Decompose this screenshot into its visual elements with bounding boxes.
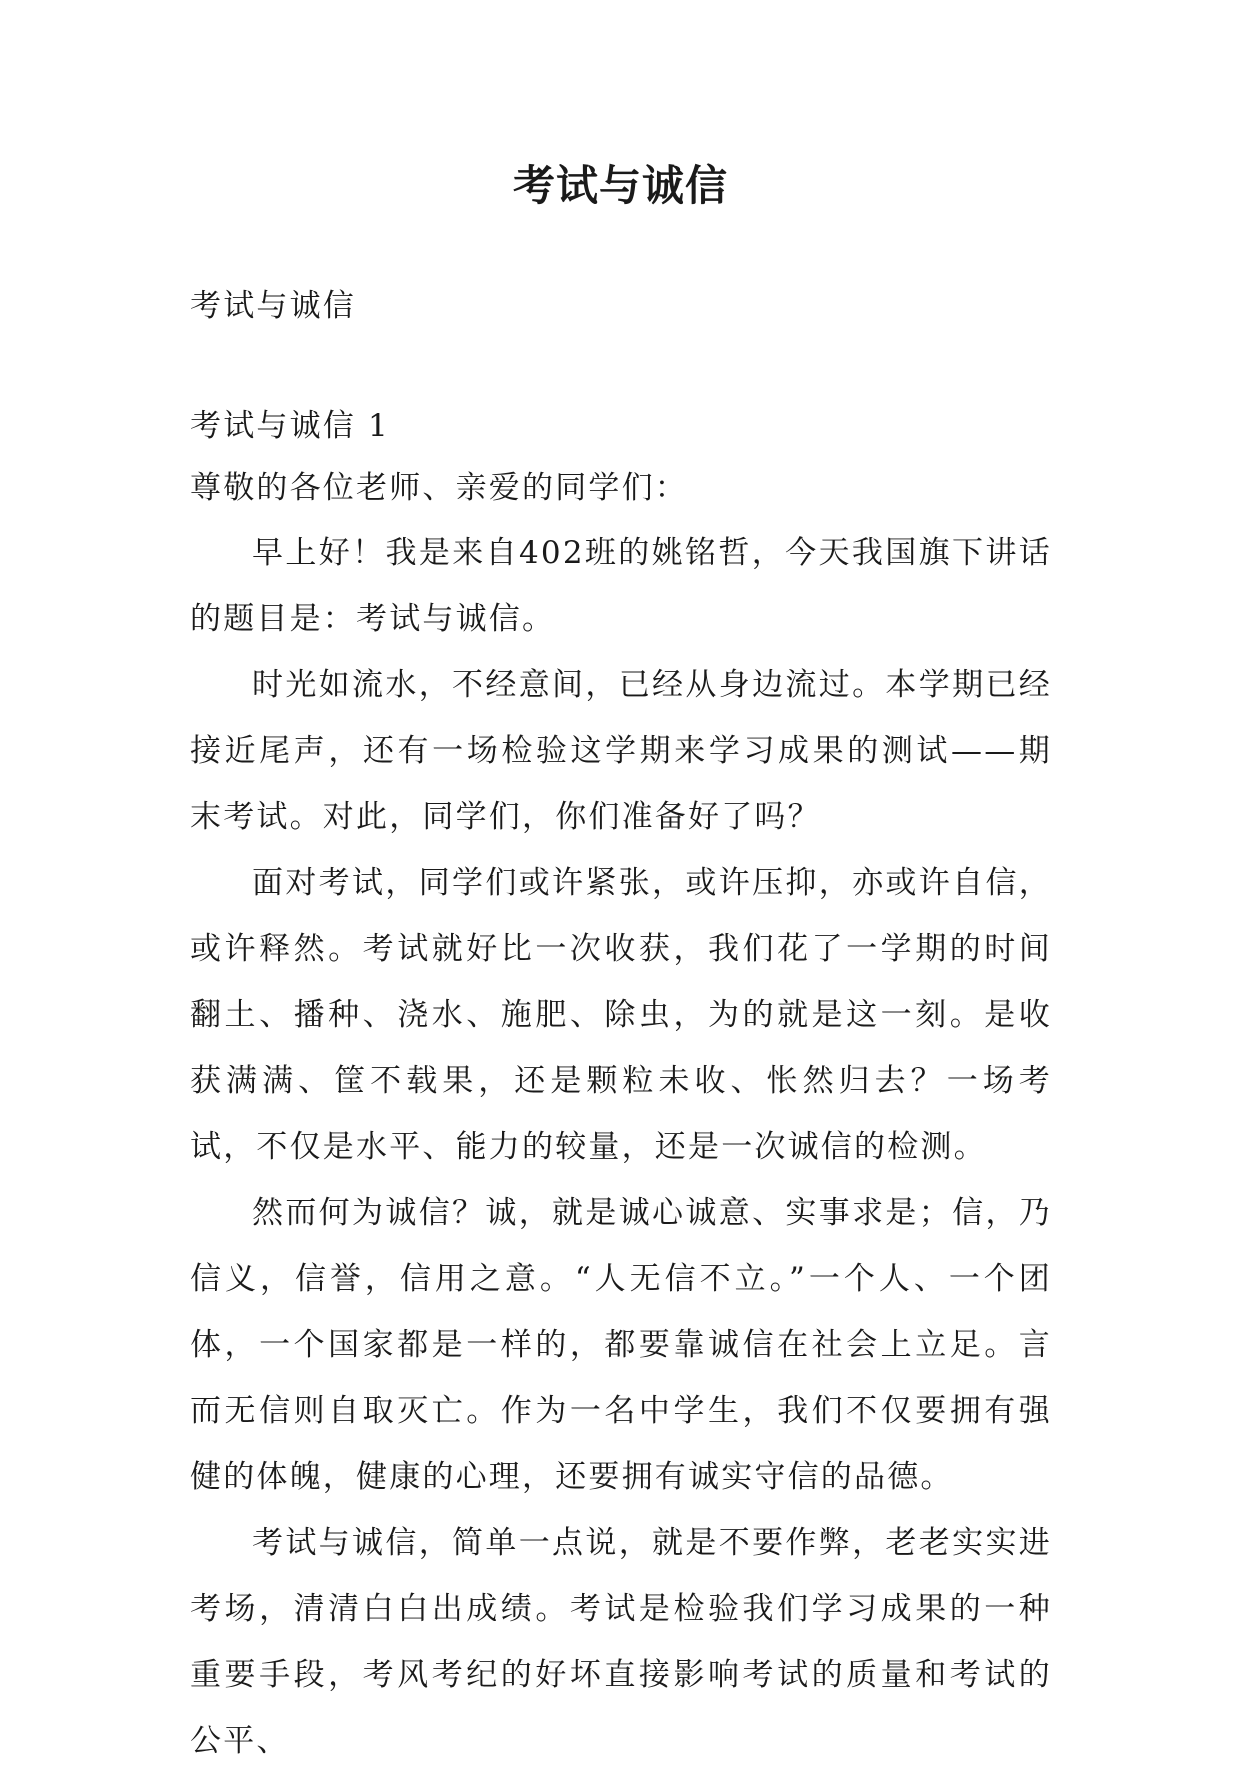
paragraph: 然而何为诚信？诚，就是诚心诚意、实事求是；信，乃信义，信誉，信用之意。“人无信不立。”一个人、一个团体，一个国家都是一样的，都要靠诚信在社会上立足。言而无信则自取灭亡。作为一名中学生，我们不仅要拥有强健的体魄，健康的心理，还要拥有诚实守信的品德。 bbox=[190, 1195, 1052, 1495]
paragraph: 早上好！我是来自402班的姚铭哲，今天我国旗下讲话的题目是：考试与诚信。 bbox=[190, 535, 1052, 637]
paragraph: 面对考试，同学们或许紧张，或许压抑，亦或许自信，或许释然。考试就好比一次收获，我们花了一学期的时间翻土、播种、浇水、施肥、除虫，为的就是这一刻。是收获满满、筐不载果，还是颗粒未收、怅然归去？一场考试，不仅是水平、能力的较量，还是一次诚信的检测。 bbox=[190, 865, 1052, 1165]
paragraph: 时光如流水，不经意间，已经从身边流过。本学期已经接近尾声，还有一场检验这学期来学习成果的测试——期末考试。对此，同学们，你们准备好了吗？ bbox=[190, 667, 1052, 835]
document-subtitle: 考试与诚信 bbox=[190, 288, 356, 324]
document-title: 考试与诚信 bbox=[512, 161, 728, 210]
salutation: 尊敬的各位老师、亲爱的同学们： bbox=[190, 470, 688, 506]
section-heading: 考试与诚信 1 bbox=[190, 408, 390, 444]
paragraph: 考试与诚信，简单一点说，就是不要作弊，老老实实进考场，清清白白出成绩。考试是检验我们学习成果的一种重要手段，考风考纪的好坏直接影响考试的质量和考试的公平、 bbox=[190, 1525, 1052, 1759]
speech-body bbox=[190, 520, 1052, 1774]
